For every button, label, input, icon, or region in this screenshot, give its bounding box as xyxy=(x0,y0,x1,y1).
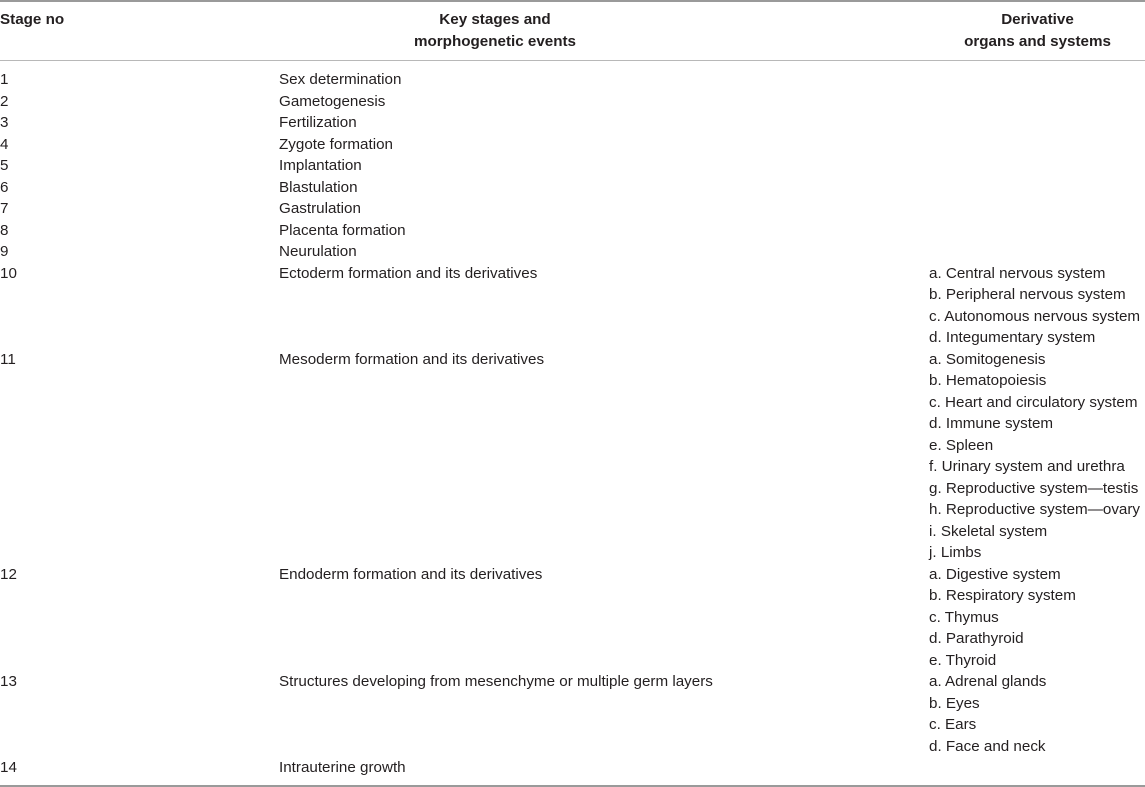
derivatives-cell xyxy=(929,263,1145,349)
derivative-item: c. Ears xyxy=(929,716,977,733)
derivatives-cell xyxy=(929,155,1145,177)
header-key-line-1: Key stages and xyxy=(439,11,551,28)
table-body xyxy=(0,69,1145,779)
table-row xyxy=(0,671,1145,757)
key-stage-cell: Ectoderm formation and its derivatives xyxy=(279,264,538,282)
stage-number-cell: 14 xyxy=(0,759,17,776)
derivative-item: a. Central nervous system xyxy=(929,264,1106,282)
derivative-item: a. Digestive system xyxy=(929,565,1061,583)
derivative-item: a. Somitogenesis xyxy=(929,350,1046,368)
stage-number-cell: 2 xyxy=(0,92,9,110)
header-deriv-line-1: Derivative xyxy=(1001,11,1074,28)
derivative-item: b. Respiratory system xyxy=(929,587,1076,604)
table-row xyxy=(0,220,1145,242)
stage-number-cell: 13 xyxy=(0,673,17,690)
key-stage-cell: Placenta formation xyxy=(279,221,406,239)
derivatives-cell xyxy=(929,112,1145,134)
key-stage-cell: Neurulation xyxy=(279,243,357,260)
key-stage-cell: Gametogenesis xyxy=(279,92,386,110)
header-stage-no: Stage no xyxy=(0,11,65,28)
derivative-item: d. Face and neck xyxy=(929,737,1046,755)
derivative-item: f. Urinary system and urethra xyxy=(929,458,1125,475)
table-row xyxy=(0,155,1145,177)
derivative-item: d. Integumentary system xyxy=(929,329,1096,346)
key-stage-cell: Implantation xyxy=(279,157,362,174)
derivative-item: e. Thyroid xyxy=(929,651,997,669)
derivatives-cell xyxy=(929,134,1145,156)
key-stage-cell: Fertilization xyxy=(279,114,357,131)
derivative-item: c. Thymus xyxy=(929,608,999,626)
table-header xyxy=(0,9,1145,59)
derivatives-cell xyxy=(929,349,1145,564)
stage-number-cell: 11 xyxy=(0,350,16,368)
key-stage-cell: Gastrulation xyxy=(279,200,361,217)
stage-number-cell: 4 xyxy=(0,135,9,153)
key-stage-cell: Sex determination xyxy=(279,71,402,88)
table-row xyxy=(0,349,1145,564)
table-row xyxy=(0,134,1145,156)
stage-number-cell: 6 xyxy=(0,178,9,196)
header-key-line-2: morphogenetic events xyxy=(413,33,577,50)
derivative-item: d. Parathyroid xyxy=(929,630,1024,647)
derivative-item: j. Limbs xyxy=(929,544,982,561)
derivative-item: b. Hematopoiesis xyxy=(929,372,1047,389)
key-stage-cell: Intrauterine growth xyxy=(279,759,406,776)
stage-number-cell: 7 xyxy=(0,200,9,217)
stage-number-cell: 9 xyxy=(0,243,9,260)
table-row xyxy=(0,757,1145,779)
derivatives-cell xyxy=(929,564,1145,672)
derivative-item: h. Reproductive system—ovary xyxy=(929,501,1141,518)
header-derivative-organs xyxy=(930,9,1145,53)
header-deriv-line-2: organs and systems xyxy=(964,33,1111,50)
derivative-item: d. Immune system xyxy=(929,415,1054,432)
key-stage-cell: Mesoderm formation and its derivatives xyxy=(279,350,545,368)
derivatives-cell xyxy=(929,198,1145,220)
derivatives-cell xyxy=(929,241,1145,263)
derivatives-cell xyxy=(929,91,1145,113)
table-row xyxy=(0,198,1145,220)
stage-number-cell: 12 xyxy=(0,565,17,583)
table-row xyxy=(0,69,1145,91)
stage-number-cell: 8 xyxy=(0,221,9,239)
derivatives-cell xyxy=(929,220,1145,242)
derivatives-cell xyxy=(929,69,1145,91)
table-row xyxy=(0,177,1145,199)
derivatives-cell xyxy=(929,177,1145,199)
table-row xyxy=(0,91,1145,113)
table-row xyxy=(0,564,1145,672)
derivative-item: i. Skeletal system xyxy=(929,522,1048,540)
table-row xyxy=(0,263,1145,349)
table-row xyxy=(0,112,1145,134)
stage-number-cell: 3 xyxy=(0,114,9,131)
stage-number-cell: 1 xyxy=(0,71,9,88)
derivative-item: b. Eyes xyxy=(929,694,980,712)
derivative-item: b. Peripheral nervous system xyxy=(929,286,1126,303)
derivative-item: c. Heart and circulatory system xyxy=(929,393,1138,411)
stage-number-cell: 10 xyxy=(0,264,17,282)
derivatives-cell xyxy=(929,671,1145,757)
derivative-item: g. Reproductive system—testis xyxy=(929,479,1139,497)
key-stage-cell: Blastulation xyxy=(279,178,358,196)
derivative-item: a. Adrenal glands xyxy=(929,673,1047,690)
derivative-item: e. Spleen xyxy=(929,436,994,454)
header-divider-rule xyxy=(0,60,1145,61)
key-stage-cell: Zygote formation xyxy=(279,135,393,153)
derivative-item: c. Autonomous nervous system xyxy=(929,307,1141,325)
key-stage-cell: Endoderm formation and its derivatives xyxy=(279,565,543,583)
key-stage-cell: Structures developing from mesenchyme or multiple germ layers xyxy=(279,673,713,690)
table-row xyxy=(0,241,1145,263)
header-key-stages xyxy=(335,9,655,53)
derivatives-cell xyxy=(929,757,1145,779)
stage-number-cell: 5 xyxy=(0,157,9,174)
table-top-rule xyxy=(0,0,1145,2)
